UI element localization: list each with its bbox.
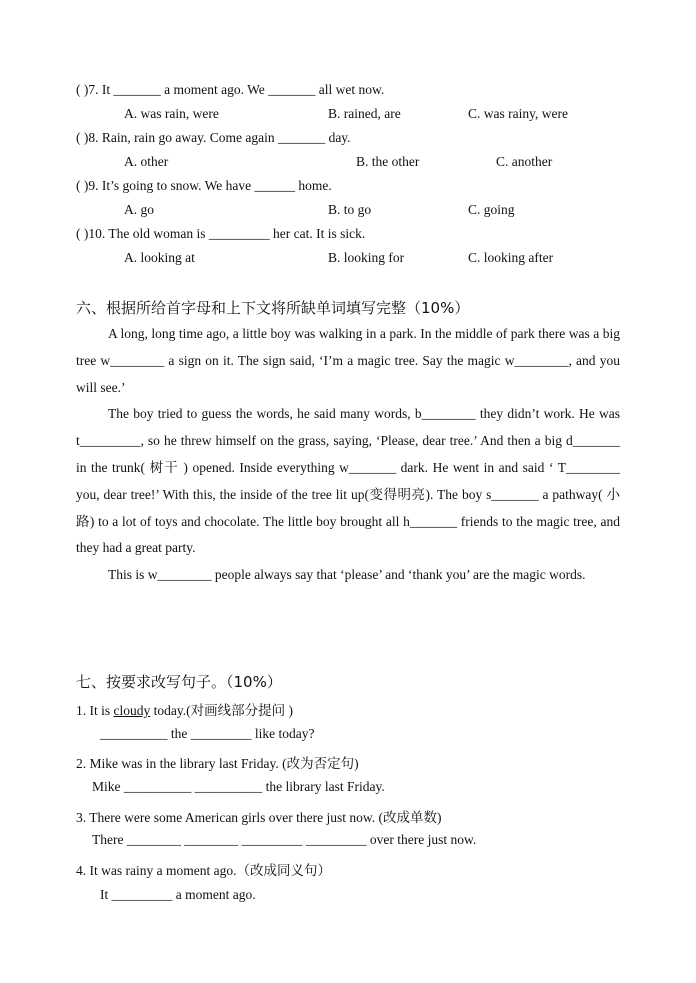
- rewrite-item-4-answer: It _________ a moment ago.: [100, 887, 256, 902]
- question-8-stem: ( )8. Rain, rain go away. Come again _______ day.: [76, 130, 351, 145]
- question-9-stem: ( )9. It’s going to snow. We have ______ home.: [76, 178, 332, 193]
- rewrite-item-4: 4. It was rainy a moment ago.（改成同义句）: [76, 863, 331, 878]
- section-7-title: 七、按要求改写句子。（10%）: [76, 673, 282, 691]
- question-8-option-c: C. another: [496, 154, 553, 169]
- question-10-option-b: B. looking for: [328, 250, 405, 265]
- passage-paragraph-2: The boy tried to guess the words, he said many words, b________ they didn’t work. He was t_________, so he threw himself on the grass, saying, ‘Please, dear tree.’ And then a big d_______ in the trunk( 树干 ) opened. Inside everything w_______ dark. He went in and said ‘ T________ you, dear tree!’ With this, the inside of the tree lit up(变得明亮). The boy s_______ a pathway( 小路) to a lot of toys and chocolate. The little boy brought all h_______ friends to the magic tree, and they had a great party.: [76, 406, 620, 556]
- question-7-stem: ( )7. It _______ a moment ago. We _______ all wet now.: [76, 82, 385, 97]
- question-9-option-a: A. go: [124, 202, 154, 217]
- rewrite-item-3-answer: There ________ ________ _________ _________ over there just now.: [92, 832, 477, 847]
- question-8-option-b: B. the other: [356, 154, 420, 169]
- question-10-stem: ( )10. The old woman is _________ her cat. It is sick.: [76, 226, 366, 241]
- question-10-option-a: A. looking at: [124, 250, 195, 265]
- question-7-option-c: C. was rainy, were: [468, 106, 568, 121]
- question-9-option-b: B. to go: [328, 202, 372, 217]
- rewrite-item-1-post: today.(对画线部分提问 ): [150, 703, 293, 718]
- section-6-title: 六、根据所给首字母和上下文将所缺单词填写完整（10%）: [76, 299, 470, 317]
- passage-paragraph-1: A long, long time ago, a little boy was walking in a park. In the middle of park there was a big tree w________ a sign on it. The sign said, ‘I’m a magic tree. Say the magic w________, and you will see.’: [76, 326, 620, 395]
- rewrite-item-2-answer: Mike __________ __________ the library last Friday.: [92, 779, 385, 794]
- rewrite-item-3: 3. There were some American girls over there just now. (改成单数): [76, 810, 442, 825]
- passage-paragraph-3: This is w________ people always say that ‘please’ and ‘thank you’ are the magic words.: [108, 567, 586, 583]
- question-9-option-c: C. going: [468, 202, 515, 217]
- section-6-passage: [76, 321, 620, 589]
- question-10-option-c: C. looking after: [468, 250, 554, 265]
- rewrite-item-1-underlined: cloudy: [113, 703, 151, 718]
- question-7-option-a: A. was rain, were: [124, 106, 219, 121]
- rewrite-item-1: [76, 699, 293, 719]
- question-8-option-a: A. other: [124, 154, 169, 169]
- question-7-option-b: B. rained, are: [328, 106, 401, 121]
- rewrite-item-2: 2. Mike was in the library last Friday. (改为否定句): [76, 756, 359, 771]
- rewrite-item-1-answer: __________ the _________ like today?: [100, 726, 315, 741]
- rewrite-item-1-pre: 1. It is: [76, 703, 114, 718]
